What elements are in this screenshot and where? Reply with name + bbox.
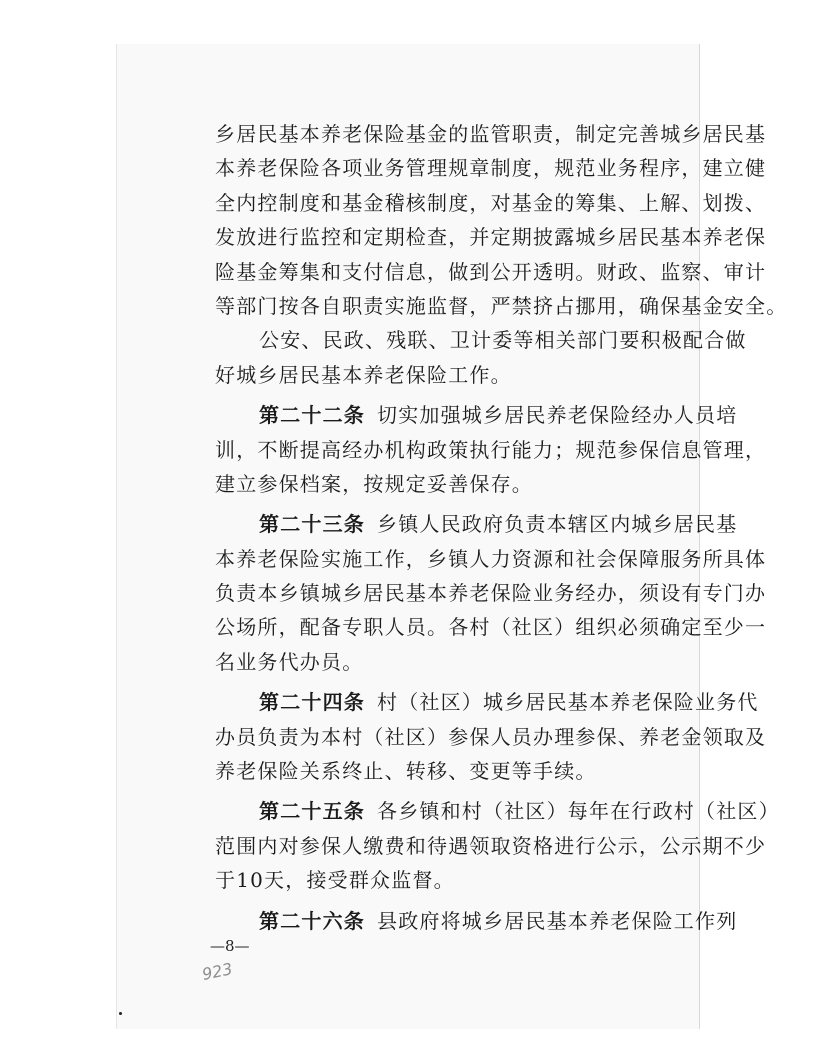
line-text: 乡镇人民政府负责本辖区内城乡居民基 [377, 512, 738, 537]
text-line: 好城乡居民基本养老保险工作。 [215, 362, 512, 387]
line-text: 公安、民政、残联、卫计委等相关部门要积极配合做 [259, 328, 747, 353]
paragraph-2 [215, 323, 747, 392]
text-line: 本养老保险各项业务管理规章制度，规范业务程序，建立健 [215, 156, 767, 181]
handwritten-note: 923 [200, 959, 235, 984]
line-text: 村（社区）城乡居民基本养老保险业务代 [377, 690, 759, 715]
text-line: 险基金筹集和支付信息，做到公开透明。财政、监察、审计 [215, 259, 767, 284]
article-label: 第二十六条 [259, 908, 365, 933]
article-label: 第二十三条 [259, 512, 365, 537]
page-number: —8— [210, 937, 250, 955]
text-line: 训，不断提高经办机构政策执行能力；规范参保信息管理， [215, 437, 767, 462]
line-text: 县政府将城乡居民基本养老保险工作列 [377, 908, 738, 933]
article-23 [215, 507, 767, 679]
text-line [215, 323, 747, 357]
text-line: 本养老保险实施工作，乡镇人力资源和社会保障服务所具体 [215, 546, 767, 571]
article-label: 第二十五条 [259, 799, 365, 824]
text-line: 负责本乡镇城乡居民基本养老保险业务经办，须设有专门办 [215, 581, 767, 606]
article-22 [215, 398, 767, 501]
paragraph-1 [215, 117, 788, 323]
text-line: 等部门按各自职责实施监督，严禁挤占挪用，确保基金安全。 [215, 293, 788, 318]
document-body [215, 117, 788, 938]
article-label: 第二十四条 [259, 690, 365, 715]
text-line [215, 685, 759, 719]
text-line [215, 794, 780, 828]
article-25 [215, 794, 780, 897]
text-line [215, 904, 738, 938]
text-line: 于10天，接受群众监督。 [215, 868, 455, 893]
text-line: 名业务代办员。 [215, 649, 364, 674]
text-line: 乡居民基本养老保险基金的监管职责，制定完善城乡居民基 [215, 122, 767, 146]
text-line: 范围内对参保人缴费和待遇领取资格进行公示，公示期不少 [215, 833, 767, 858]
article-24 [215, 685, 767, 788]
line-text: 各乡镇和村（社区）每年在行政村（社区） [377, 799, 780, 824]
text-line: 办员负责为本村（社区）参保人员办理参保、养老金领取及 [215, 724, 767, 749]
text-line: 养老保险关系终止、转移、变更等手续。 [215, 759, 597, 784]
scan-artifact-dot [119, 1012, 122, 1015]
text-line: 发放进行监控和定期检查，并定期披露城乡居民基本养老保 [215, 225, 767, 250]
article-26 [215, 904, 738, 938]
text-line: 全内控制度和基金稽核制度，对基金的筹集、上解、划拨、 [215, 190, 767, 215]
text-line [215, 507, 738, 541]
line-text: 切实加强城乡居民养老保险经办人员培 [377, 403, 738, 428]
text-line: 公场所，配备专职人员。各村（社区）组织必须确定至少一 [215, 615, 767, 640]
text-line: 建立参保档案，按规定妥善保存。 [215, 471, 533, 496]
text-line [215, 398, 738, 432]
article-label: 第二十二条 [259, 403, 365, 428]
